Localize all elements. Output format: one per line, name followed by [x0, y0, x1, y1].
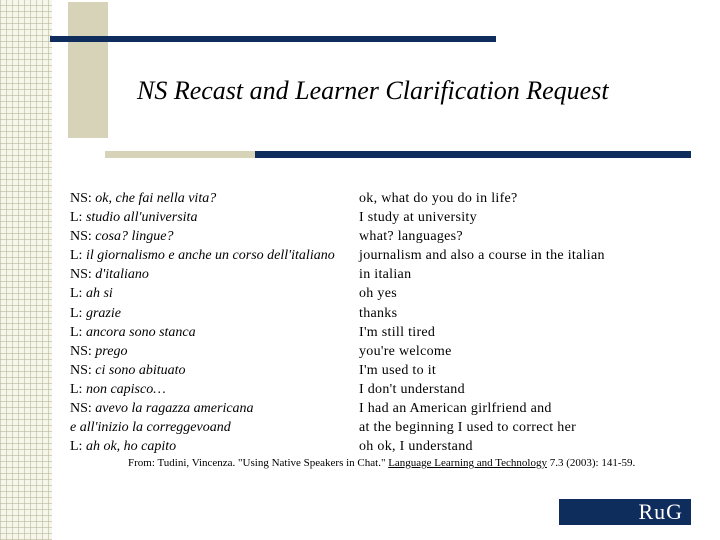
italian-text: ci sono abituato	[95, 362, 186, 378]
speaker-label: L:	[70, 305, 83, 321]
italian-text: grazie	[85, 305, 121, 321]
dialogue-row	[70, 361, 710, 380]
citation-journal: Language Learning and Technology	[388, 457, 547, 469]
speaker-label: NS:	[70, 401, 92, 417]
italian-text: il giornalismo e anche un corso dell'italiano	[85, 248, 335, 264]
italian-line	[70, 284, 113, 303]
italian-line	[70, 418, 231, 437]
italian-text: avevo la ragazza americana	[95, 401, 254, 417]
dialogue-row	[70, 418, 710, 437]
english-translation: what? languages?	[359, 229, 463, 245]
english-translation: at the beginning I used to correct her	[359, 420, 577, 436]
dialogue-list	[70, 189, 710, 456]
italian-text: non capisco…	[85, 381, 166, 397]
italian-line	[70, 265, 149, 284]
speaker-label: NS:	[70, 343, 92, 359]
italian-line	[70, 342, 127, 361]
decorative-stripe	[0, 0, 52, 540]
english-translation: ok, what do you do in life?	[359, 191, 518, 206]
italian-line	[70, 437, 176, 456]
dialogue-row	[70, 246, 710, 265]
speaker-label: L:	[70, 286, 83, 302]
italian-text: prego	[95, 343, 128, 359]
speaker-label: L:	[70, 439, 83, 455]
decorative-bottom-bar	[255, 151, 691, 158]
italian-text: cosa? lingue?	[95, 229, 174, 245]
speaker-label: L:	[70, 324, 83, 340]
italian-line	[70, 246, 335, 265]
english-translation: I study at university	[359, 210, 477, 226]
dialogue-row	[70, 189, 710, 208]
english-translation: oh ok, I understand	[359, 439, 473, 455]
rug-logo: RuG	[559, 499, 691, 525]
english-translation: in italian	[359, 267, 412, 283]
english-translation: I had an American girlfriend and	[359, 401, 552, 417]
english-translation: thanks	[359, 305, 398, 321]
dialogue-row	[70, 399, 710, 418]
dialogue-row	[70, 323, 710, 342]
italian-text: d'italiano	[95, 267, 149, 283]
english-translation: you're welcome	[359, 343, 452, 359]
speaker-label: NS:	[70, 362, 92, 378]
decorative-tan-block	[68, 2, 108, 138]
decorative-tan-strip	[105, 151, 255, 158]
speaker-label: NS:	[70, 229, 92, 245]
english-translation: journalism and also a course in the italian	[359, 248, 605, 264]
speaker-label: NS:	[70, 191, 92, 206]
dialogue-row	[70, 227, 710, 246]
italian-line	[70, 227, 173, 246]
italian-line	[70, 208, 197, 227]
italian-text: ok, che fai nella vita?	[95, 191, 217, 206]
italian-line	[70, 399, 254, 418]
speaker-label: L:	[70, 210, 83, 226]
italian-line	[70, 380, 166, 399]
dialogue-row	[70, 437, 710, 456]
italian-line	[70, 304, 121, 323]
english-translation: I'm still tired	[359, 324, 436, 340]
citation-prefix: From: Tudini, Vincenza. "Using Native Speakers in Chat."	[128, 457, 389, 469]
speaker-label: L:	[70, 381, 83, 397]
english-translation: oh yes	[359, 286, 397, 302]
speaker-label: NS:	[70, 267, 92, 283]
italian-line	[70, 189, 216, 208]
slide-title: NS Recast and Learner Clarification Request	[137, 76, 609, 105]
speaker-label: L:	[70, 248, 83, 264]
citation-suffix: 7.3 (2003): 141-59.	[546, 457, 636, 469]
dialogue-row	[70, 208, 710, 227]
dialogue-row	[70, 304, 710, 323]
italian-line	[70, 323, 196, 342]
italian-text: ancora sono stanca	[85, 324, 196, 340]
dialogue-row	[70, 342, 710, 361]
dialogue-row	[70, 265, 710, 284]
citation	[128, 457, 635, 469]
english-translation: I don't understand	[359, 381, 465, 397]
dialogue-row	[70, 380, 710, 399]
english-translation: I'm used to it	[359, 362, 437, 378]
decorative-top-bar	[50, 36, 496, 42]
dialogue-row	[70, 284, 710, 303]
italian-line	[70, 361, 186, 380]
italian-text: ah ok, ho capito	[85, 439, 177, 455]
italian-text: ah si	[85, 286, 113, 302]
italian-text: studio all'universita	[85, 210, 198, 226]
italian-text: e all'inizio la correggevoand	[70, 420, 231, 436]
